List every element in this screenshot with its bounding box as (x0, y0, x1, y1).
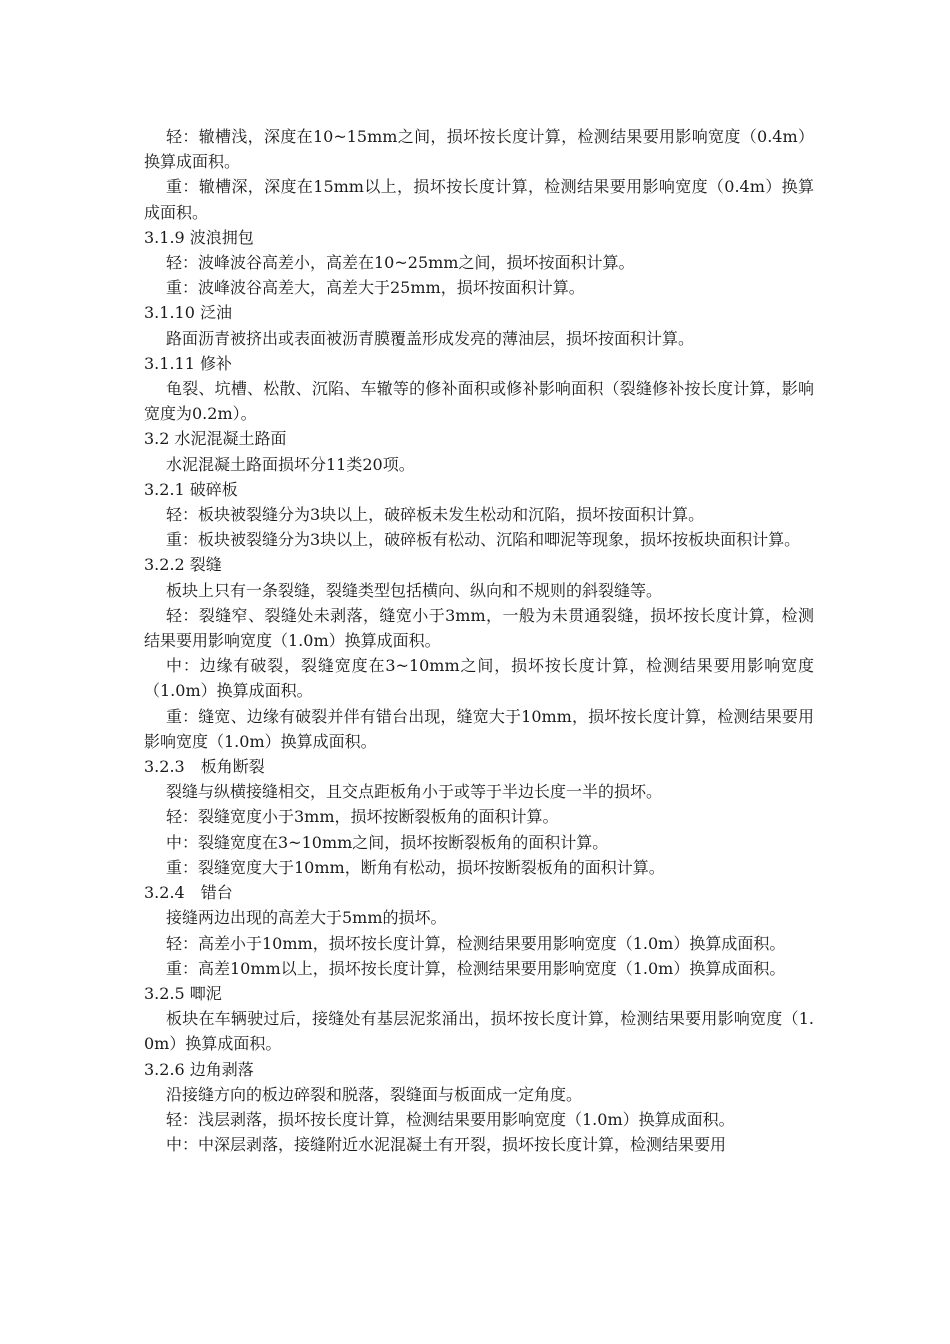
body-paragraph: 轻：板块被裂缝分为3块以上，破碎板未发生松动和沉陷，损坏按面积计算。 (166, 505, 705, 525)
body-paragraph: 轻：裂缝窄、裂缝处未剥落，缝宽小于3mm，一般为未贯通裂缝，损坏按长度计算，检测结果要用影响宽度（1.0m）换算成面积。 (144, 605, 814, 651)
body-paragraph: 水泥混凝土路面损坏分11类20项。 (166, 454, 415, 474)
section-heading: 3.2.6 边角剥落 (144, 1059, 254, 1079)
section-heading: 3.1.9 波浪拥包 (144, 227, 254, 247)
body-paragraph: 重：裂缝宽度大于10mm，断角有松动，损坏按断裂板角的面积计算。 (166, 857, 665, 877)
body-paragraph: 路面沥青被挤出或表面被沥青膜覆盖形成发亮的薄油层，损坏按面积计算。 (166, 328, 695, 348)
section-heading: 3.2.4 错台 (144, 883, 233, 903)
body-paragraph: 裂缝与纵横接缝相交，且交点距板角小于或等于半边长度一半的损坏。 (166, 782, 663, 802)
body-paragraph: 轻：高差小于10mm，损坏按长度计算，检测结果要用影响宽度（1.0m）换算成面积。 (166, 933, 786, 953)
section-heading: 3.1.11 修补 (144, 353, 232, 373)
section-heading: 3.2 水泥混凝土路面 (144, 429, 287, 449)
body-paragraph: 轻：裂缝宽度小于3mm，损坏按断裂板角的面积计算。 (166, 807, 559, 827)
body-paragraph: 沿接缝方向的板边碎裂和脱落，裂缝面与板面成一定角度。 (166, 1084, 583, 1104)
body-paragraph: 板块在车辆驶过后，接缝处有基层泥浆涌出，损坏按长度计算，检测结果要用影响宽度（1.0m）换算成面积。 (144, 1009, 814, 1054)
body-paragraph: 龟裂、坑槽、松散、沉陷、车辙等的修补面积或修补影响面积（裂缝修补按长度计算，影响宽度为0.2m）。 (144, 379, 814, 424)
section-heading: 3.1.10 泛油 (144, 303, 232, 323)
body-paragraph: 轻：波峰波谷高差小，高差在10~25mm之间，损坏按面积计算。 (166, 253, 635, 273)
body-paragraph: 中：中深层剥落，接缝附近水泥混凝土有开裂，损坏按长度计算，检测结果要用 (166, 1135, 727, 1155)
body-paragraph: 重：波峰波谷高差大，高差大于25mm，损坏按面积计算。 (166, 278, 585, 298)
body-paragraph: 接缝两边出现的高差大于5mm的损坏。 (166, 908, 447, 928)
body-paragraph: 重：高差10mm以上，损坏按长度计算，检测结果要用影响宽度（1.0m）换算成面积。 (166, 958, 786, 978)
body-paragraph: 中：边缘有破裂，裂缝宽度在3~10mm之间，损坏按长度计算，检测结果要用影响宽度（1.0m）换算成面积。 (144, 656, 814, 701)
body-paragraph: 轻：浅层剥落，损坏按长度计算，检测结果要用影响宽度（1.0m）换算成面积。 (166, 1109, 735, 1129)
section-heading: 3.2.3 板角断裂 (144, 757, 265, 777)
body-paragraph: 重：辙槽深，深度在15mm以上，损坏按长度计算，检测结果要用影响宽度（0.4m）换算成面积。 (144, 177, 814, 222)
section-heading: 3.2.1 破碎板 (144, 479, 238, 499)
body-paragraph: 中：裂缝宽度在3~10mm之间，损坏按断裂板角的面积计算。 (166, 832, 609, 852)
section-heading: 3.2.5 唧泥 (144, 983, 222, 1003)
body-paragraph: 重：缝宽、边缘有破裂并伴有错台出现，缝宽大于10mm，损坏按长度计算，检测结果要用影响宽度（1.0m）换算成面积。 (144, 706, 814, 751)
section-heading: 3.2.2 裂缝 (144, 555, 222, 575)
body-paragraph: 重：板块被裂缝分为3块以上，破碎板有松动、沉陷和唧泥等现象，损坏按板块面积计算。 (166, 530, 801, 550)
document-body (144, 124, 814, 1157)
body-paragraph: 板块上只有一条裂缝，裂缝类型包括横向、纵向和不规则的斜裂缝等。 (166, 580, 663, 600)
body-paragraph: 轻：辙槽浅，深度在10~15mm之间，损坏按长度计算，检测结果要用影响宽度（0.4m）换算成面积。 (144, 127, 814, 172)
